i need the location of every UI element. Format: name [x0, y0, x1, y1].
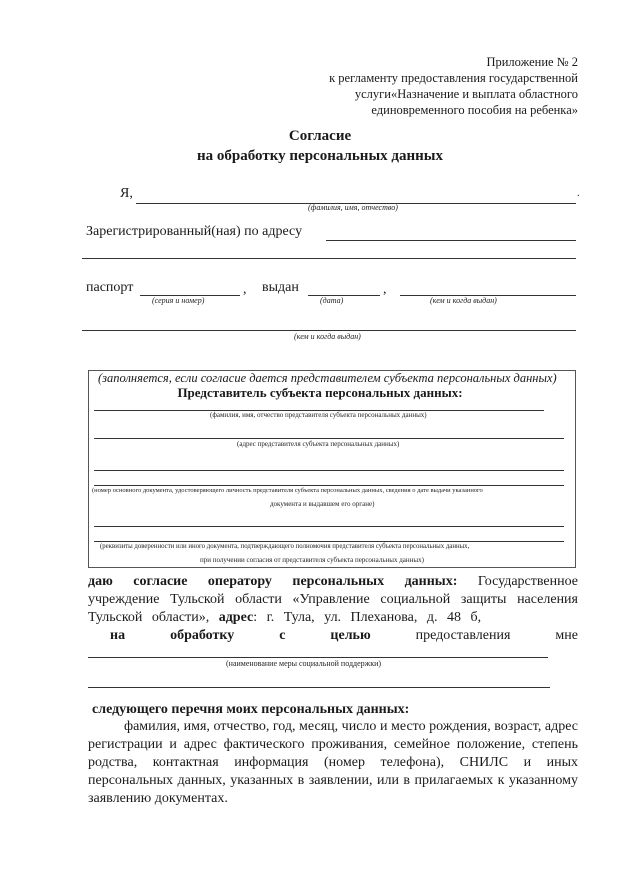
purpose-line [110, 628, 578, 644]
support-measure-caption: (наименование меры социальной поддержки) [226, 659, 382, 668]
consent-operator: Государственное учреждение Тульской области «Управление социальной защиты населения Тульской области», [88, 574, 578, 625]
fio-caption: (фамилия, имя, отчество) [308, 203, 398, 212]
attachment-line-4: единовременного пособия на ребенка» [371, 103, 578, 117]
rep-power-caption-2: при получении согласия от представителя субъекта персональных данных) [200, 556, 424, 564]
support-measure-line[interactable] [88, 657, 548, 658]
rep-power-line-1[interactable] [94, 526, 564, 527]
rep-document-caption-2: документа и выдавшем его органе) [270, 500, 375, 508]
consent-address: : г. Тула, ул. Плеханова, д. 48 б, [253, 610, 482, 625]
registered-address-label: Зарегистрированный(ная) по адресу [86, 224, 303, 239]
purpose-word-4: целью [330, 628, 371, 643]
attachment-line-3: услуги«Назначение и выплата областного [354, 87, 578, 101]
series-caption: (серия и номер) [152, 296, 205, 305]
issue-date-line[interactable] [308, 295, 380, 296]
attachment-line-1: Приложение № 2 [486, 55, 578, 69]
purpose-word-1: на [110, 628, 126, 643]
rep-document-line-1[interactable] [94, 470, 564, 471]
data-list-body: фамилия, имя, отчество, год, месяц, число и место рождения, возраст, адрес регистрации и адрес фактического проживания, семейное положение, степень родства, контактная информация (номер телефона), СНИЛС и иных персональных данных, указанных в заявлении, или в прилагаемых к указанному заявлению документах. [88, 719, 578, 806]
support-measure-line-2[interactable] [88, 687, 550, 688]
passport-comma-1: , [243, 282, 247, 297]
rep-address-caption: (адрес представителя субъекта персональных данных) [237, 440, 400, 448]
document-title: Согласие [288, 128, 352, 144]
address-field-line-1[interactable] [326, 240, 576, 241]
rep-power-caption-1: (реквизиты доверенности или иного документа, подтверждающего полномочия представителя субъекта персональных данных, [100, 543, 470, 550]
purpose-word-5: предоставления [415, 628, 511, 643]
passport-label: паспорт [86, 280, 134, 295]
passport-comma-2: , [383, 282, 387, 297]
rep-document-line-2[interactable] [94, 485, 564, 486]
document-subtitle: на обработку персональных данных [197, 148, 443, 164]
attachment-header [329, 54, 578, 118]
purpose-word-6: мне [555, 628, 578, 643]
rep-power-line-2[interactable] [94, 541, 564, 542]
data-list-heading: следующего перечня моих персональных данных: [92, 702, 410, 717]
address-field-line-2[interactable] [82, 258, 576, 259]
representative-note: (заполняется, если согласие дается представителем субъекта персональных данных) [98, 371, 557, 385]
i-label: Я, [120, 186, 133, 201]
purpose-word-2: обработку [170, 628, 235, 643]
consent-address-label: адрес [218, 610, 254, 625]
issued-by-full-line[interactable] [82, 330, 576, 331]
issued-label: выдан [262, 280, 299, 295]
issued-by-full-caption: (кем и когда выдан) [294, 332, 361, 341]
consent-paragraph [88, 573, 578, 627]
issued-by-caption: (кем и когда выдан) [430, 296, 497, 305]
date-caption: (дата) [320, 296, 344, 305]
fio-end-dot: . [577, 188, 580, 199]
rep-fio-caption: (фамилия, имя, отчество представителя субъекта персональных данных) [210, 411, 427, 419]
rep-document-caption-1: (номер основного документа, удостоверяющего личность представителя субъекта персональных данных, сведения о дате выдачи указанного [92, 487, 483, 494]
consent-bold: даю согласие оператору персональных данных: [88, 574, 458, 589]
purpose-word-3: с [279, 628, 286, 643]
attachment-line-2: к регламенту предоставления государственной [329, 71, 578, 85]
representative-heading: Представитель субъекта персональных данных: [177, 385, 463, 400]
rep-address-line[interactable] [94, 438, 564, 439]
